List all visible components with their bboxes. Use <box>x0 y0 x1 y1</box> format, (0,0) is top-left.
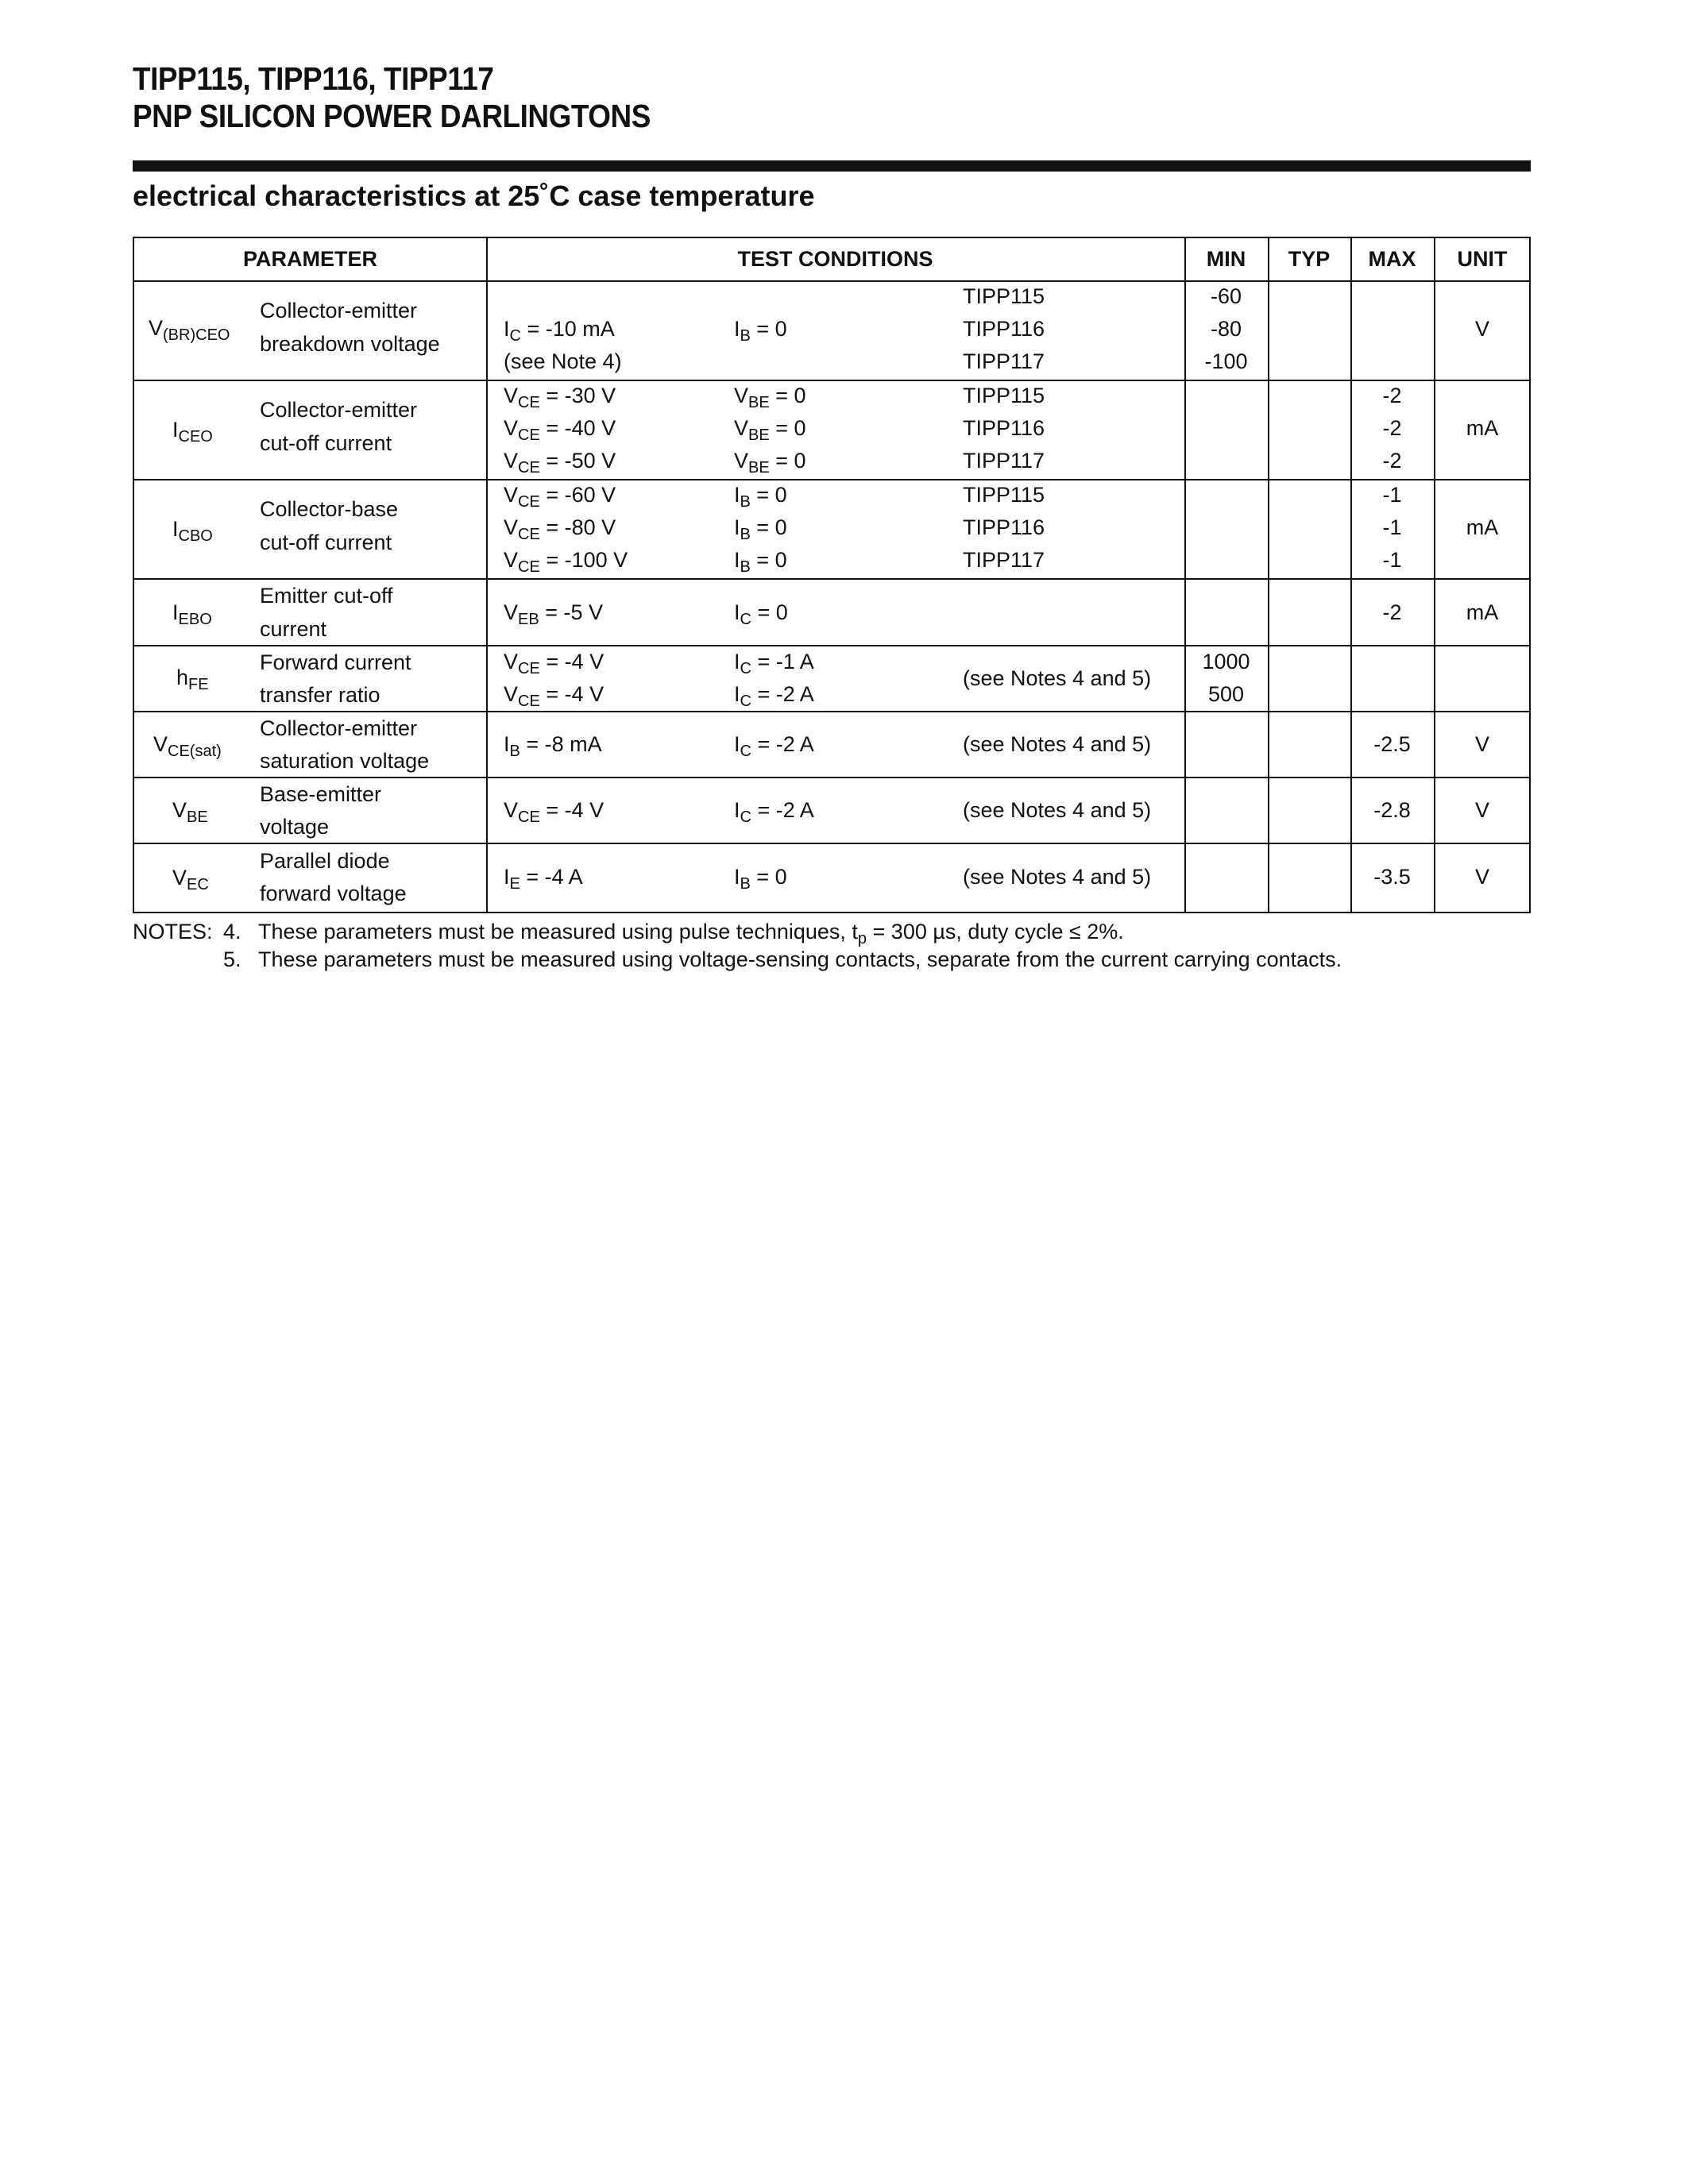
min-value: -100 <box>1204 349 1248 373</box>
param-description: Parallel diode <box>260 849 390 873</box>
param-description: forward voltage <box>260 882 407 905</box>
max-value: -2 <box>1382 449 1402 473</box>
table-rule <box>1268 238 1269 912</box>
min-value: -80 <box>1210 317 1242 341</box>
condition-a: $V_{EB} = -5$ V <box>504 600 603 628</box>
unit-value: V <box>1474 798 1489 822</box>
condition-b: $V_{BE} = 0$ <box>734 416 806 444</box>
condition-note: (see Note 4) <box>504 349 622 373</box>
param-description: Collector-emitter <box>260 398 418 422</box>
max-value: -2 <box>1382 384 1402 407</box>
document-subtitle: PNP SILICON POWER DARLINGTONS <box>133 98 651 134</box>
device-name: TIPP117 <box>963 449 1045 473</box>
condition-b: $V_{BE} = 0$ <box>734 449 806 477</box>
condition-b: $I_B = 0$ <box>734 865 787 893</box>
header-max: MAX <box>1368 247 1416 271</box>
param-description: current <box>260 617 327 641</box>
condition-a: $V_{CE} = -60$ V <box>504 483 616 511</box>
device-name: TIPP116 <box>963 416 1045 440</box>
condition-a: $V_{CE} = -100$ V <box>504 548 628 576</box>
unit-value: mA <box>1466 515 1499 539</box>
unit-value: V <box>1474 317 1489 341</box>
condition-b: $I_C = 0$ <box>734 600 788 628</box>
device-name: TIPP117 <box>963 548 1045 572</box>
param-symbol: $V_{BE}$ <box>172 798 208 826</box>
param-description: saturation voltage <box>260 749 430 773</box>
device-name: TIPP117 <box>963 349 1045 373</box>
device-name: TIPP115 <box>963 284 1045 308</box>
notes-reference: (see Notes 4 and 5) <box>963 798 1152 822</box>
max-value: -2 <box>1382 416 1402 440</box>
max-value: -1 <box>1382 515 1402 539</box>
condition-a: $V_{CE} = -30$ V <box>504 384 616 411</box>
param-description: voltage <box>260 815 330 839</box>
table-rule <box>134 645 1529 646</box>
param-description: Collector-base <box>260 497 399 521</box>
param-description: Base-emitter <box>260 782 382 806</box>
note-5-text: These parameters must be measured using voltage-sensing contacts, separate from the current carrying contacts. <box>258 947 1342 971</box>
param-description: breakdown voltage <box>260 332 440 356</box>
param-symbol: $I_{CEO}$ <box>172 418 213 446</box>
device-name: TIPP116 <box>963 317 1045 341</box>
condition-b: $V_{BE} = 0$ <box>734 384 806 411</box>
max-value: -2 <box>1382 600 1402 624</box>
condition-b: $I_C = -2$ A <box>734 732 814 760</box>
unit-value: mA <box>1466 600 1499 624</box>
header-typ: TYP <box>1288 247 1331 271</box>
note-number: 4. <box>223 920 241 943</box>
param-symbol: $h_{FE}$ <box>176 666 209 693</box>
condition-a: $V_{CE} = -4$ V <box>504 798 605 826</box>
min-value: -60 <box>1210 284 1242 308</box>
condition-b: $I_B = 0$ <box>734 515 787 543</box>
condition-a: $V_{CE} = -50$ V <box>504 449 616 477</box>
param-description: transfer ratio <box>260 683 380 707</box>
document-title: TIPP115, TIPP116, TIPP117 <box>133 60 494 97</box>
condition-a: $V_{CE} = -80$ V <box>504 515 616 543</box>
condition-b: $I_B = 0$ <box>734 548 787 576</box>
unit-value: V <box>1474 865 1489 889</box>
table-rule <box>134 578 1529 580</box>
condition-b: $I_B = 0$ <box>734 483 787 511</box>
header-min: MIN <box>1206 247 1246 271</box>
section-title: electrical characteristics at 25˚C case temperature <box>133 179 815 212</box>
condition-a: $V_{CE} = -40$ V <box>504 416 616 444</box>
max-value: -2.5 <box>1373 732 1411 756</box>
header-rule <box>133 160 1531 172</box>
table-rule <box>134 479 1529 480</box>
min-value: 1000 <box>1202 650 1250 673</box>
max-value: -1 <box>1382 548 1402 572</box>
header-test-conditions: TEST CONDITIONS <box>737 247 933 271</box>
param-symbol: $I_{EBO}$ <box>172 600 212 628</box>
max-value: -1 <box>1382 483 1402 507</box>
table-rule <box>134 280 1529 282</box>
notes-label: NOTES: <box>133 920 213 943</box>
header-parameter: PARAMETER <box>242 247 377 271</box>
condition-a: $V_{CE} = -4$ V <box>504 650 605 677</box>
condition-a: $I_C = -10$ mA <box>504 317 615 345</box>
condition-b: $I_B = 0$ <box>734 317 787 345</box>
table-rule <box>134 711 1529 712</box>
param-description: cut-off current <box>260 431 392 455</box>
condition-a: $I_B = -8$ mA <box>504 732 602 760</box>
condition-b: $I_C = -1$ A <box>734 650 814 677</box>
min-value: 500 <box>1207 682 1245 706</box>
notes-reference: (see Notes 4 and 5) <box>963 732 1152 756</box>
max-value: -3.5 <box>1373 865 1411 889</box>
note-4-text: These parameters must be measured using pulse techniques, $t_p = 300$ µs, duty cycle ≤ 2%. <box>258 920 1124 947</box>
param-description: Forward current <box>260 650 411 674</box>
table-rule <box>134 777 1529 778</box>
note-number: 5. <box>223 947 241 971</box>
param-description: cut-off current <box>260 531 392 554</box>
param-symbol: $V_{(BR)CEO}$ <box>149 316 230 344</box>
param-symbol: $V_{EC}$ <box>172 866 209 893</box>
electrical-characteristics-table <box>133 237 1531 913</box>
param-description: Collector-emitter <box>260 299 418 322</box>
header-unit: UNIT <box>1457 247 1508 271</box>
param-symbol: $I_{CBO}$ <box>172 517 213 545</box>
param-description: Emitter cut-off <box>260 584 393 608</box>
param-description: Collector-emitter <box>260 716 418 740</box>
unit-value: mA <box>1466 416 1499 440</box>
table-rule <box>134 380 1529 381</box>
condition-b: $I_C = -2$ A <box>734 682 814 710</box>
device-name: TIPP115 <box>963 384 1045 407</box>
notes-reference: (see Notes 4 and 5) <box>963 666 1152 690</box>
device-name: TIPP116 <box>963 515 1045 539</box>
condition-b: $I_C = -2$ A <box>734 798 814 826</box>
notes-reference: (see Notes 4 and 5) <box>963 865 1152 889</box>
condition-a: $V_{CE} = -4$ V <box>504 682 605 710</box>
condition-a: $I_E = -4$ A <box>504 865 583 893</box>
max-value: -2.8 <box>1373 798 1411 822</box>
table-rule <box>134 843 1529 844</box>
device-name: TIPP115 <box>963 483 1045 507</box>
param-symbol: $V_{CE(sat)}$ <box>153 732 222 760</box>
table-rule <box>486 238 488 912</box>
unit-value: V <box>1474 732 1489 756</box>
